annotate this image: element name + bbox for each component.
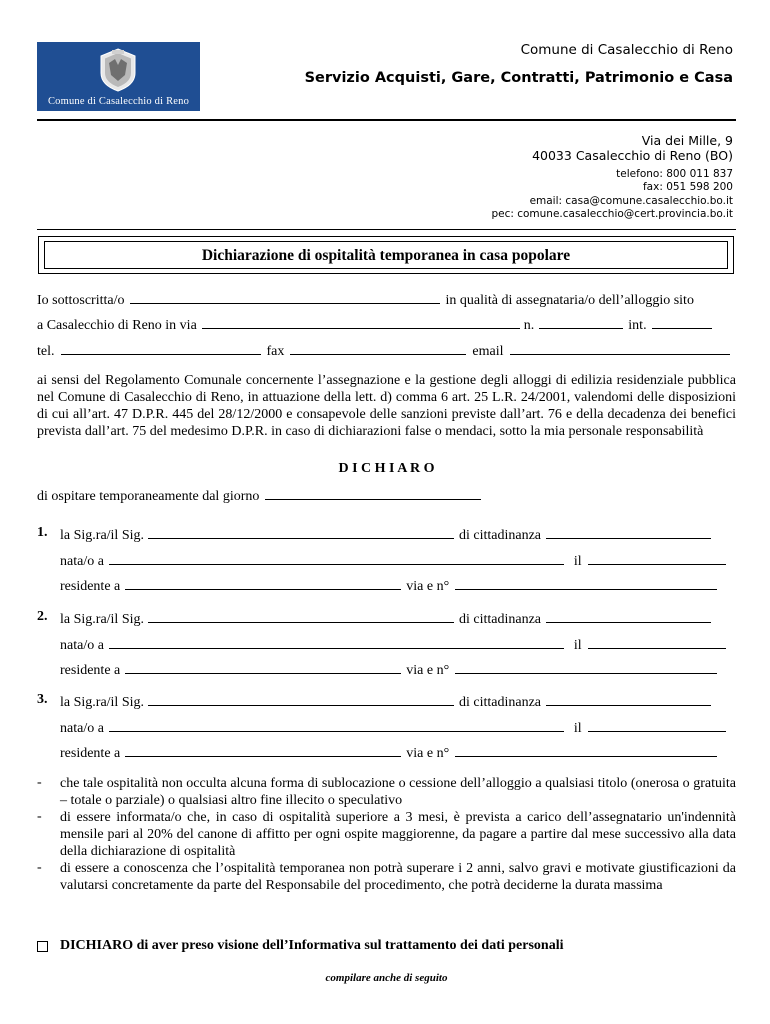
declarant-contacts-row (37, 341, 736, 360)
io-label: Io sottoscritta/o (37, 293, 125, 308)
address-line-2: 40033 Casalecchio di Reno (BO) (532, 148, 733, 163)
guest-3-name-row (60, 692, 711, 711)
declarant-address-row (37, 315, 736, 334)
header-divider (37, 119, 736, 121)
guest-3-via-field[interactable] (455, 743, 717, 757)
bullet-dash: - (37, 775, 42, 790)
document-title: Dichiarazione di ospitalità temporanea in casa popolare (44, 241, 728, 269)
guest-2-via-field[interactable] (455, 660, 717, 674)
guest-nato-label: nata/o a (60, 554, 104, 569)
logo-text: Comune di Casalecchio di Reno (47, 96, 190, 107)
crest-icon (97, 47, 139, 93)
guest-sig-label: la Sig.ra/il Sig. (60, 612, 144, 627)
guest-1-name-field[interactable] (148, 525, 454, 539)
document-title-box (38, 236, 734, 274)
guest-2-residence-field[interactable] (125, 660, 401, 674)
servizio-title: Servizio Acquisti, Gare, Contratti, Patrimonio e Casa (304, 70, 733, 86)
guest-via-label: via e n° (406, 663, 450, 678)
guest-3-residence-field[interactable] (125, 743, 401, 757)
bullet-durata: di essere a conoscenza che l’ospitalità temporanea non potrà superare i 2 anni, salvo gravi e motivate giustificazioni da valutarsi concretamente da parte del Responsabile del procedimento, che potrà deciderne la durata massima (60, 861, 736, 893)
guest-nato-label: nata/o a (60, 721, 104, 736)
guest-2-birthplace-field[interactable] (109, 635, 564, 649)
guest-1-birthdate-field[interactable] (588, 551, 726, 565)
declarant-number-field[interactable] (539, 315, 623, 329)
declarant-name-field[interactable] (130, 290, 440, 304)
declarant-tel-field[interactable] (61, 341, 261, 355)
guest-via-label: via e n° (406, 579, 450, 594)
guest-2-residence-row (60, 660, 717, 679)
guest-1-birth-row (60, 551, 726, 570)
guest-1-number: 1. (37, 525, 48, 540)
guest-il-label: il (573, 554, 582, 569)
declarant-fax-field[interactable] (290, 341, 466, 355)
guest-2-name-field[interactable] (148, 609, 454, 623)
intro-paragraph: ai sensi del Regolamento Comunale concernente l’assegnazione e la gestione degli alloggi di edilizia residenziale pubblica nel Comune di Casalecchio di Reno, in attuazione della lett. d) comma 6 art. 25 L.R. 24/2001, valendomi delle disposizioni di cui all’art. 47 D.P.R. 445 del 28/12/2000 e consapevole delle sanzioni previste dall’art. 76 e della decadenza dei benefici prevista dall’art. 75 del medesimo D.P.R. in caso di dichiarazioni false o mendaci, sotto la mia personale responsabilità (37, 373, 736, 439)
guest-cittadinanza-label: di cittadinanza (459, 612, 542, 627)
footer-note: compilare anche di seguito (325, 972, 448, 984)
guest-2-number: 2. (37, 609, 48, 624)
guest-2-birth-row (60, 635, 726, 654)
guest-2-name-row (60, 609, 711, 628)
via-label: a Casalecchio di Reno in via (37, 318, 197, 333)
ospitare-row (37, 486, 736, 505)
email-label: email (472, 344, 504, 359)
declarant-email-field[interactable] (510, 341, 730, 355)
guest-1-residence-row (60, 576, 717, 595)
guest-residente-label: residente a (60, 663, 121, 678)
address-line-1: Via dei Mille, 9 (641, 133, 733, 148)
declarant-name-row (37, 290, 736, 309)
int-label: int. (628, 318, 647, 333)
contact-telefono: telefono: 800 011 837 (616, 168, 733, 180)
comune-name: Comune di Casalecchio di Reno (520, 42, 733, 58)
guest-3-birthplace-field[interactable] (109, 718, 564, 732)
guest-3-number: 3. (37, 692, 48, 707)
contact-fax: fax: 051 598 200 (642, 181, 733, 193)
guest-1-cittadinanza-field[interactable] (546, 525, 711, 539)
guest-1-via-field[interactable] (455, 576, 717, 590)
guest-3-cittadinanza-field[interactable] (546, 692, 711, 706)
guest-3-birth-row (60, 718, 726, 737)
guest-residente-label: residente a (60, 746, 121, 761)
guest-nato-label: nata/o a (60, 638, 104, 653)
fax-label: fax (266, 344, 285, 359)
guest-1-residence-field[interactable] (125, 576, 401, 590)
bullet-dash: - (37, 809, 42, 824)
guest-3-name-field[interactable] (148, 692, 454, 706)
guest-il-label: il (573, 638, 582, 653)
declarant-via-field[interactable] (202, 315, 520, 329)
ospitare-label: di ospitare temporaneamente dal giorno (37, 489, 260, 504)
n-label: n. (523, 318, 535, 333)
privacy-strong: DICHIARO (60, 938, 134, 953)
guest-cittadinanza-label: di cittadinanza (459, 528, 542, 543)
bullet-sublocazione: che tale ospitalità non occulta alcuna forma di sublocazione o cessione dell’alloggio a qualsiasi titolo (onerosa o gratuita – totale o parziale) o qualsiasi altro fine illecito o speculativo (60, 776, 736, 808)
guest-3-residence-row (60, 743, 717, 762)
comune-logo (37, 42, 200, 111)
guest-2-cittadinanza-field[interactable] (546, 609, 711, 623)
ospitare-date-field[interactable] (265, 486, 481, 500)
guest-cittadinanza-label: di cittadinanza (459, 695, 542, 710)
guest-sig-label: la Sig.ra/il Sig. (60, 695, 144, 710)
contact-divider (37, 229, 736, 230)
guest-2-birthdate-field[interactable] (588, 635, 726, 649)
guest-1-birthplace-field[interactable] (109, 551, 564, 565)
guest-residente-label: residente a (60, 579, 121, 594)
guest-1-name-row (60, 525, 711, 544)
privacy-checkbox[interactable] (37, 941, 48, 952)
guest-sig-label: la Sig.ra/il Sig. (60, 528, 144, 543)
guest-il-label: il (573, 721, 582, 736)
dichiaro-heading: D I C H I A R O (338, 461, 435, 476)
contact-email: email: casa@comune.casalecchio.bo.it (529, 195, 733, 207)
guest-3-birthdate-field[interactable] (588, 718, 726, 732)
qualita-label: in qualità di assegnataria/o dell’alloggio sito (445, 293, 694, 308)
privacy-statement (60, 938, 563, 954)
privacy-rest: di aver preso visione dell’Informativa sul trattamento dei dati personali (133, 938, 564, 953)
declarant-int-field[interactable] (652, 315, 712, 329)
guest-via-label: via e n° (406, 746, 450, 761)
bullet-dash: - (37, 860, 42, 875)
tel-label: tel. (37, 344, 55, 359)
contact-pec: pec: comune.casalecchio@cert.provincia.bo.it (491, 208, 733, 220)
bullet-indennita: di essere informata/o che, in caso di ospitalità superiore a 3 mesi, è prevista a carico dell’assegnatario un'indennità mensile pari al 20% del canone di affitto per ogni ospite maggiorenne, da pagare a partire dal mese successivo alla data della dichiarazione di ospitalità (60, 810, 736, 859)
